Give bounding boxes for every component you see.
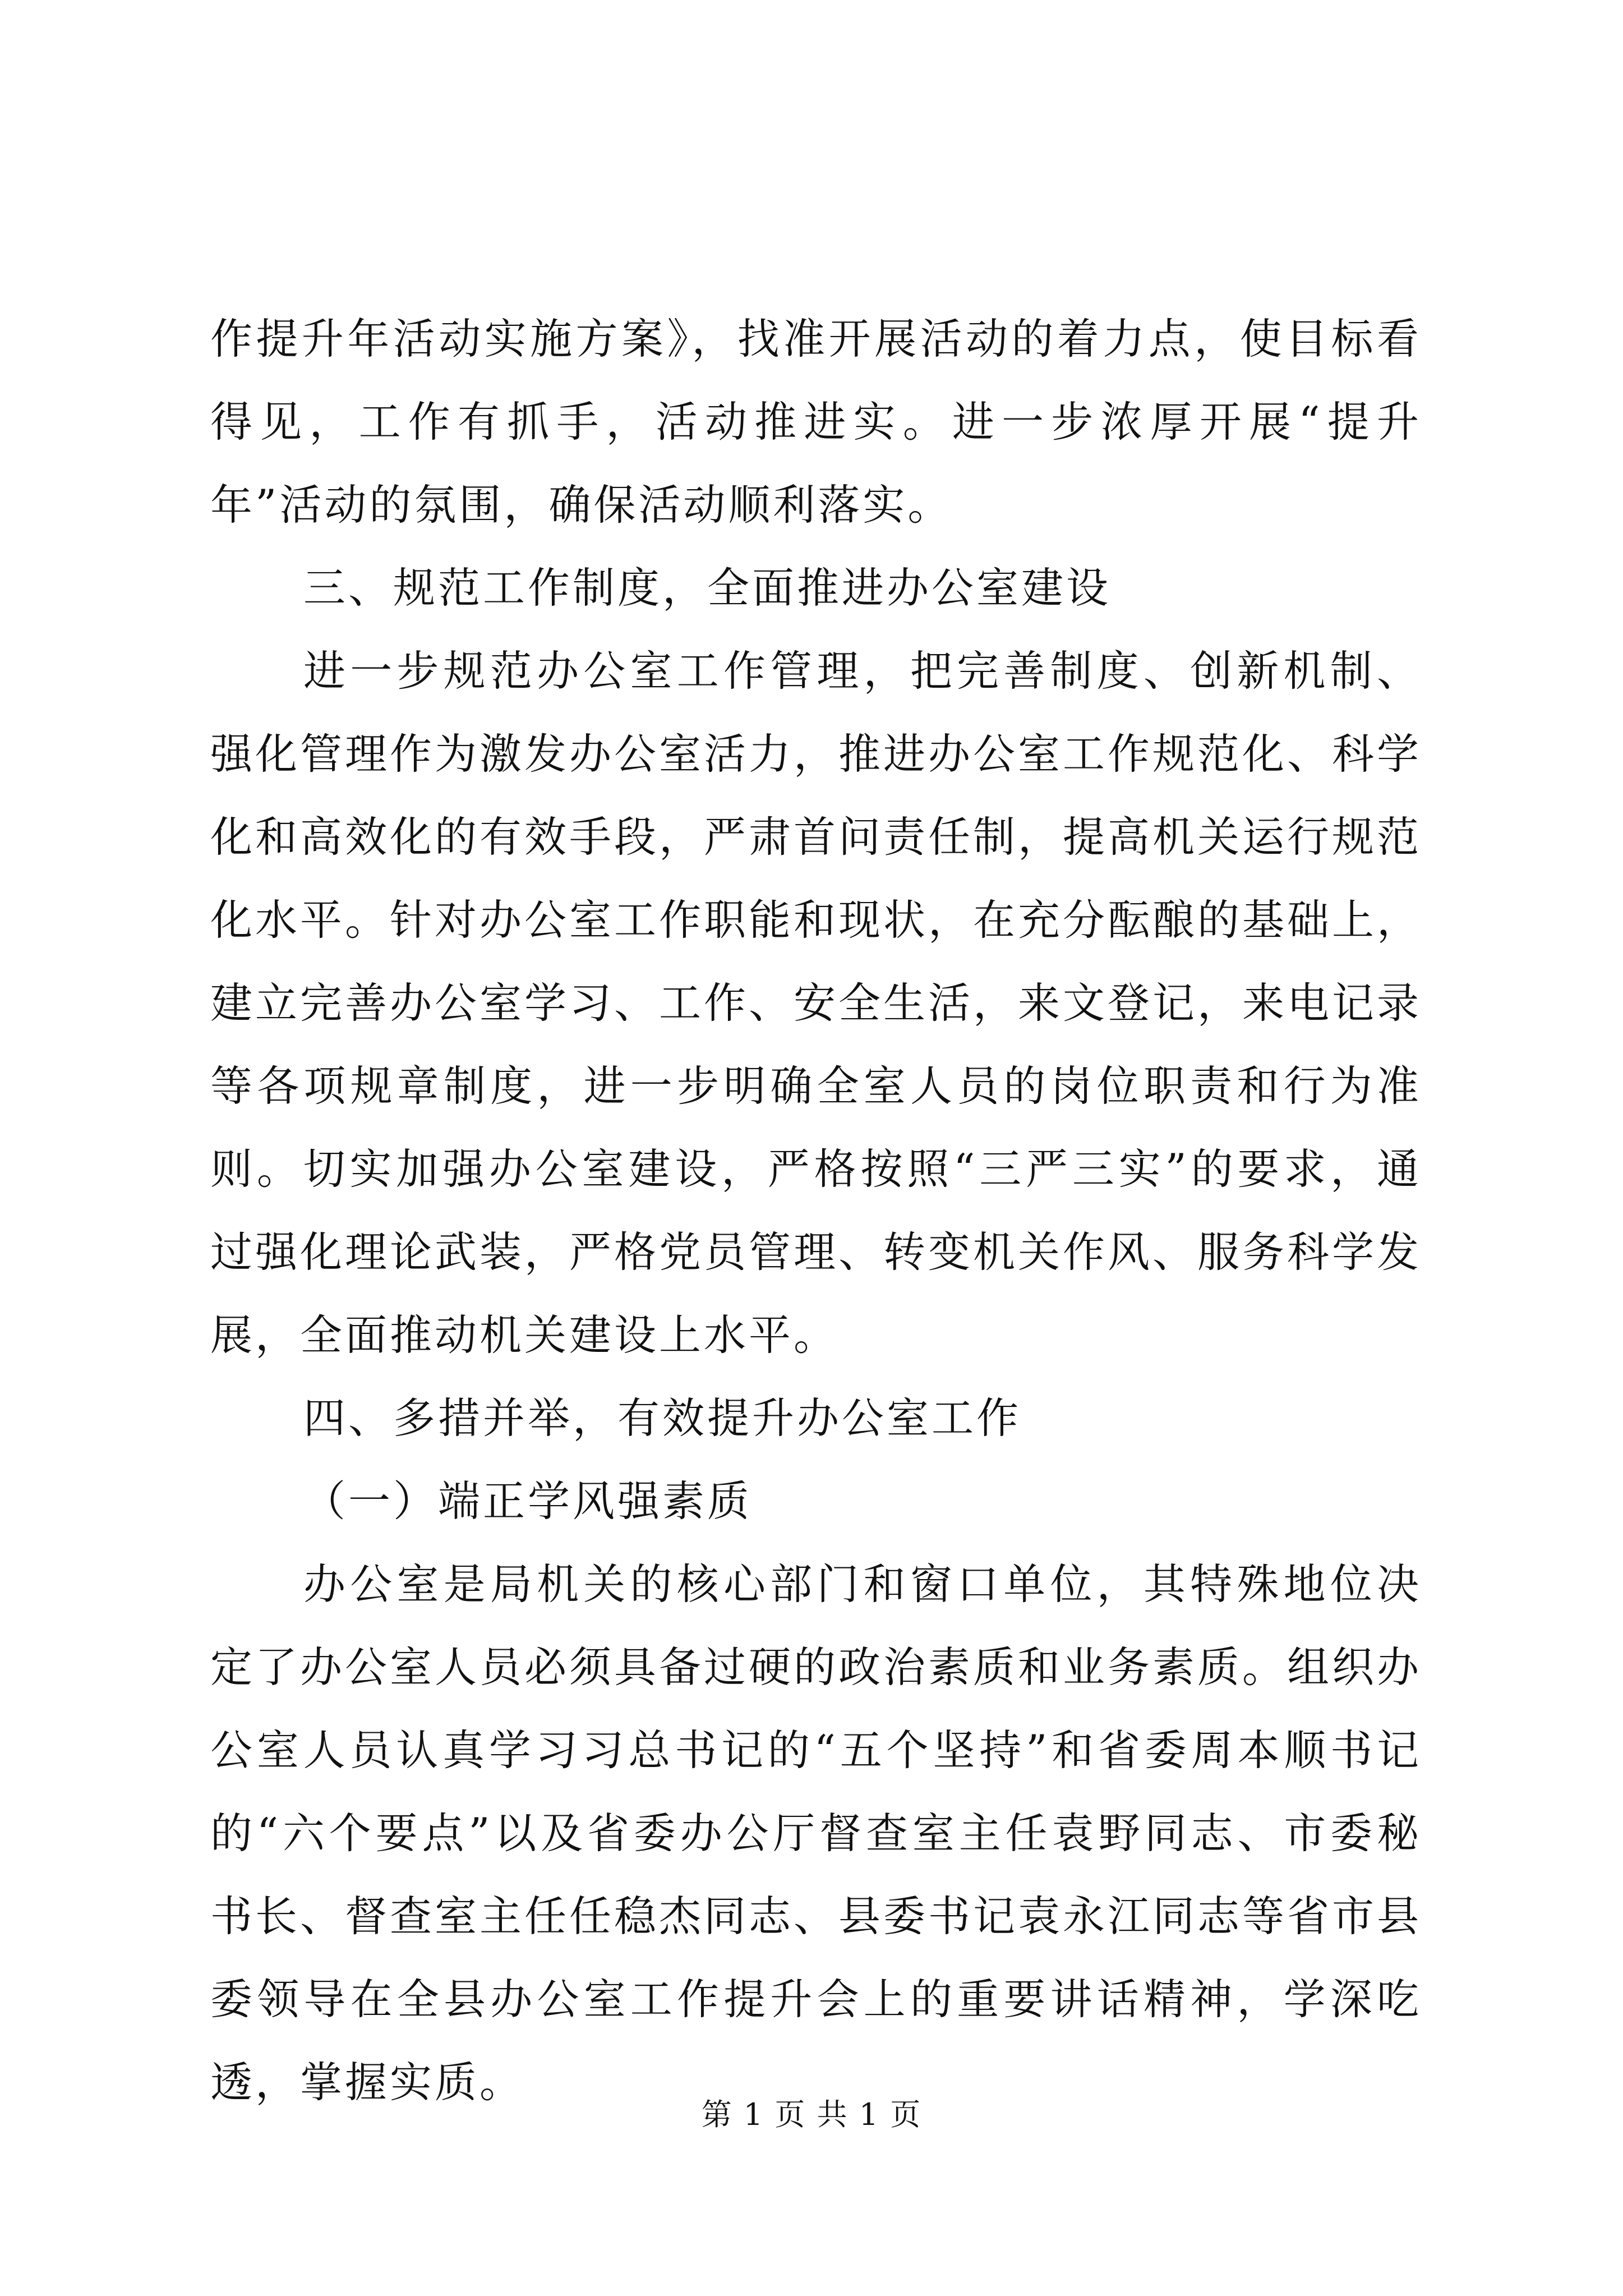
section-heading-4: 四、多措并举，有效提升办公室工作	[303, 1393, 1022, 1443]
section-heading-3: 三、规范工作制度，全面推进办公室建设	[303, 563, 1112, 613]
paragraph-study-style: 办公室是局机关的核心部门和窗口单位，其特殊地位决定了办公室人员必须具备过硬的政治素质和业务素质。组织办公室人员认真学习习总书记的“五个坚持”和省委周本顺书记的“六个要点”以及省委办公厅督查室主任袁野同志、市委秘书长、督查室主任任稳杰同志、县委书记袁永江同志等省市县委领导在全县办公室工作提升会上的重要讲话精神，学深吃透，掌握实质。	[210, 1559, 1422, 2107]
paragraph-work-system: 进一步规范办公室工作管理，把完善制度、创新机制、强化管理作为激发办公室活力，推进办公室工作规范化、科学化和高效化的有效手段，严肃首问责任制，提高机关运行规范化水平。针对办公室工作职能和现状，在充分酝酿的基础上，建立完善办公室学习、工作、安全生活，来文登记，来电记录等各项规章制度，进一步明确全室人员的岗位职责和行为准则。切实加强办公室建设，严格按照“三严三实”的要求，通过强化理论武装，严格党员管理、转变机关作风、服务科学发展，全面推动机关建设上水平。	[210, 646, 1422, 1360]
page-footer: 第 1 页 共 1 页	[701, 2097, 922, 2132]
paragraph-continuation: 作提升年活动实施方案》，找准开展活动的着力点，使目标看得见，工作有抓手，活动推进实。进一步浓厚开展“提升年”活动的氛围，确保活动顺利落实。	[210, 314, 1422, 530]
subsection-heading-1: （一）端正学风强素质	[303, 1476, 753, 1526]
document-body	[210, 297, 1422, 2124]
